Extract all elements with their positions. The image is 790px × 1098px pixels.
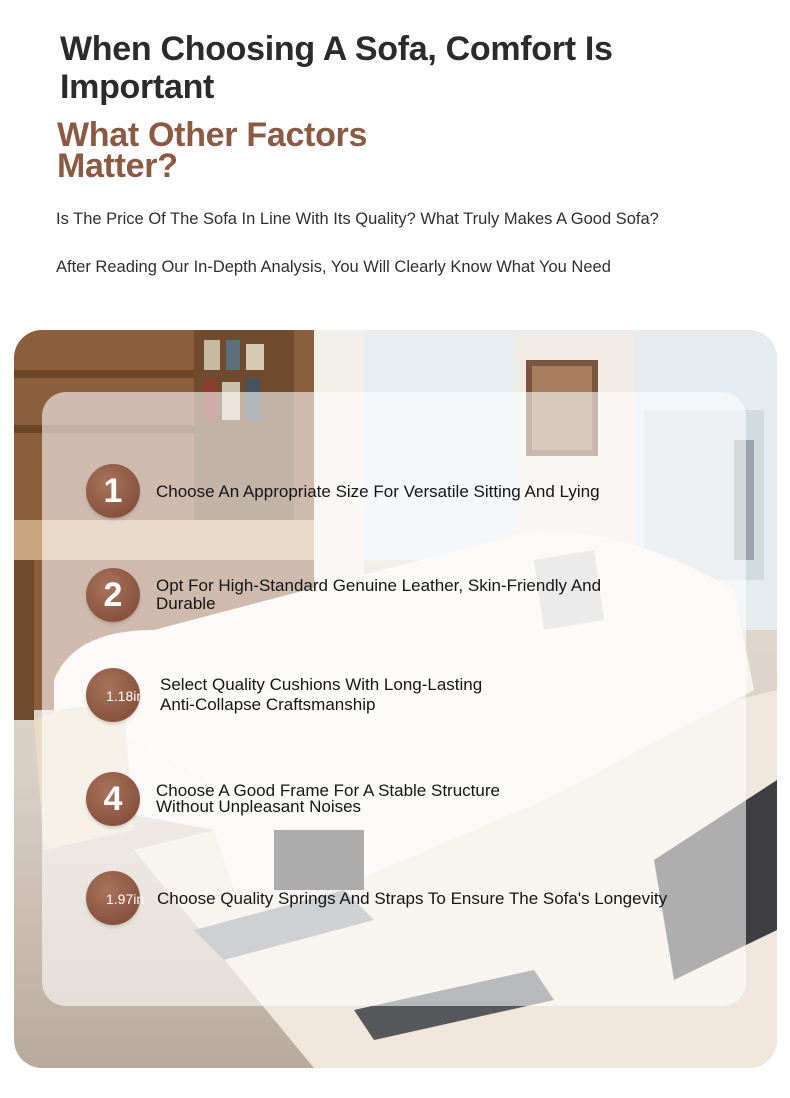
intro-line-price: Is The Price Of The Sofa In Line With Its Quality? What Truly Makes A Good Sofa?: [56, 210, 659, 228]
factor-number: 2: [103, 575, 123, 614]
factor-item-frame: [86, 772, 536, 826]
factor-text: Choose Quality Springs And Straps To Ensure The Sofa's Longevity: [157, 888, 668, 908]
page-title: When Choosing A Sofa, Comfort Is Important: [60, 30, 613, 106]
factor-text: Choose An Appropriate Size For Versatile Sitting And Lying: [156, 481, 600, 501]
factor-text: Choose A Good Frame For A Stable Structure Without Unpleasant Noises: [156, 781, 500, 816]
factor-number: 4: [103, 779, 123, 818]
factor-item-leather: [86, 568, 616, 622]
page-subtitle: What Other Factors Matter?: [57, 116, 368, 185]
factor-number-badge: [86, 568, 140, 622]
factor-number-badge: [86, 772, 140, 826]
factor-item-cushions: [86, 668, 520, 722]
factor-item-size: [86, 464, 600, 518]
factor-text: Select Quality Cushions With Long-Lasting Anti-Collapse Craftsmanship: [160, 675, 483, 714]
dimension-label: 1.97in: [106, 891, 145, 907]
factor-number: 1: [103, 471, 123, 510]
dimension-label: 1.18in: [106, 688, 145, 704]
factor-number-badge: [86, 871, 145, 925]
factor-text: Opt For High-Standard Genuine Leather, Skin-Friendly And Durable: [156, 576, 602, 613]
factor-number-badge: [86, 464, 140, 518]
factor-item-springs: [86, 871, 667, 925]
factor-number-badge: [86, 668, 145, 722]
intro-line-analysis: After Reading Our In-Depth Analysis, You Will Clearly Know What You Need: [56, 258, 611, 276]
